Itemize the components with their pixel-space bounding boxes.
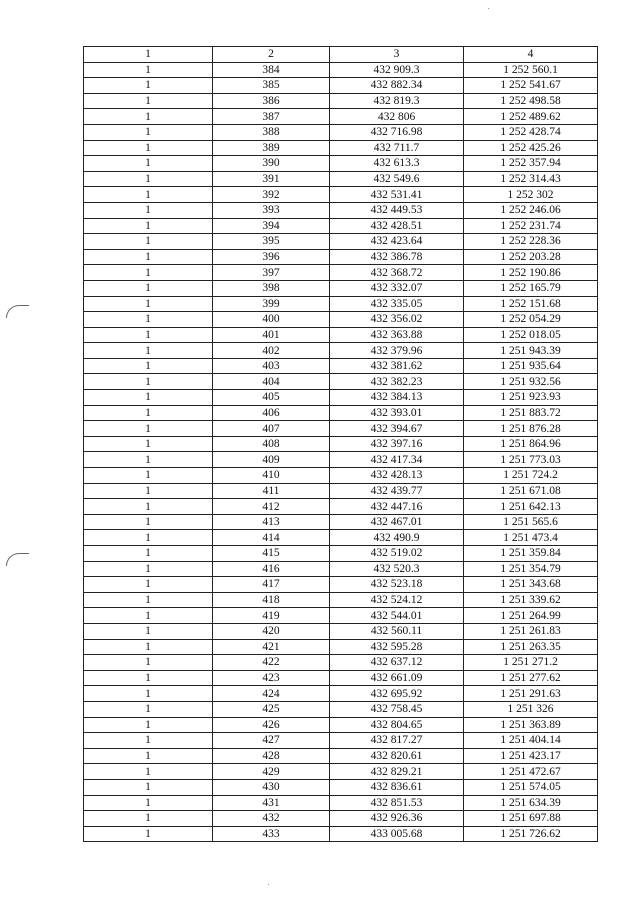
table-row <box>84 530 598 546</box>
margin-hole-mark <box>6 553 29 566</box>
table-cell: 432 836.61 <box>330 779 464 795</box>
table-cell: 432 820.61 <box>330 748 464 764</box>
table-cell: 432 819.3 <box>330 93 464 109</box>
table-cell: 432 332.07 <box>330 280 464 296</box>
table-cell: 1 <box>84 249 213 265</box>
table-cell: 432 531.41 <box>330 187 464 203</box>
table-cell: 1 251 339.62 <box>464 592 598 608</box>
table-cell: 432 806 <box>330 109 464 125</box>
table-cell: 395 <box>213 234 330 250</box>
table-cell: 1 251 642.13 <box>464 499 598 515</box>
table-cell: 1 <box>84 358 213 374</box>
table-cell: 1 <box>84 405 213 421</box>
scan-speck <box>268 884 269 885</box>
table-cell: 396 <box>213 249 330 265</box>
table-cell: 432 428.51 <box>330 218 464 234</box>
table-cell: 1 251 291.63 <box>464 686 598 702</box>
table-cell: 405 <box>213 390 330 406</box>
table-cell: 1 <box>84 124 213 140</box>
table-cell: 1 251 565.6 <box>464 514 598 530</box>
table-cell: 403 <box>213 358 330 374</box>
table-cell: 432 851.53 <box>330 795 464 811</box>
table-cell: 432 695.92 <box>330 686 464 702</box>
coordinates-table <box>83 46 598 842</box>
table-cell: 386 <box>213 93 330 109</box>
table-row <box>84 280 598 296</box>
table-row <box>84 546 598 562</box>
table-cell: 1 <box>84 779 213 795</box>
table-row <box>84 748 598 764</box>
table-cell: 419 <box>213 608 330 624</box>
table-cell: 1 <box>84 670 213 686</box>
table-cell: 432 439.77 <box>330 483 464 499</box>
table-cell: 432 909.3 <box>330 62 464 78</box>
table-cell: 432 394.67 <box>330 421 464 437</box>
table-cell: 430 <box>213 779 330 795</box>
table-cell: 432 381.62 <box>330 358 464 374</box>
table-cell: 1 252 425.26 <box>464 140 598 156</box>
table-cell: 432 368.72 <box>330 265 464 281</box>
table-cell: 432 467.01 <box>330 514 464 530</box>
header-cell: 4 <box>464 47 598 63</box>
table-cell: 1 <box>84 561 213 577</box>
table-cell: 1 <box>84 452 213 468</box>
table-cell: 407 <box>213 421 330 437</box>
table-cell: 1 251 864.96 <box>464 436 598 452</box>
table-cell: 1 <box>84 795 213 811</box>
table-row <box>84 779 598 795</box>
table-cell: 1 <box>84 748 213 764</box>
table-cell: 406 <box>213 405 330 421</box>
table-cell: 1 <box>84 686 213 702</box>
table-row <box>84 234 598 250</box>
table-row <box>84 483 598 499</box>
table-cell: 1 251 574.05 <box>464 779 598 795</box>
table-row <box>84 686 598 702</box>
table-cell: 1 251 359.84 <box>464 546 598 562</box>
table-cell: 1 251 354.79 <box>464 561 598 577</box>
table-cell: 1 <box>84 421 213 437</box>
table-cell: 384 <box>213 62 330 78</box>
table-cell: 1 <box>84 374 213 390</box>
table-cell: 1 252 428.74 <box>464 124 598 140</box>
table-cell: 1 251 363.89 <box>464 717 598 733</box>
table-row <box>84 670 598 686</box>
table-row <box>84 109 598 125</box>
table-cell: 420 <box>213 623 330 639</box>
table-cell: 432 523.18 <box>330 577 464 593</box>
table-cell: 1 251 263.35 <box>464 639 598 655</box>
table-cell: 1 <box>84 156 213 172</box>
table-cell: 1 <box>84 483 213 499</box>
table-cell: 1 252 498.58 <box>464 93 598 109</box>
table-cell: 1 252 560.1 <box>464 62 598 78</box>
table-row <box>84 218 598 234</box>
table-cell: 402 <box>213 343 330 359</box>
table-row <box>84 592 598 608</box>
table-cell: 1 252 228.36 <box>464 234 598 250</box>
table-cell: 1 251 404.14 <box>464 733 598 749</box>
table-cell: 1 <box>84 701 213 717</box>
table-cell: 1 <box>84 436 213 452</box>
table-cell: 432 711.7 <box>330 140 464 156</box>
table-cell: 1 <box>84 62 213 78</box>
table-cell: 412 <box>213 499 330 515</box>
table-cell: 424 <box>213 686 330 702</box>
table-cell: 413 <box>213 514 330 530</box>
table-row <box>84 296 598 312</box>
table-row <box>84 327 598 343</box>
table-cell: 385 <box>213 78 330 94</box>
table-cell: 1 <box>84 655 213 671</box>
table-cell: 423 <box>213 670 330 686</box>
header-cell: 2 <box>213 47 330 63</box>
table-row <box>84 140 598 156</box>
table-cell: 1 252 302 <box>464 187 598 203</box>
table-cell: 1 <box>84 811 213 827</box>
table-cell: 429 <box>213 764 330 780</box>
table-row <box>84 405 598 421</box>
table-cell: 415 <box>213 546 330 562</box>
table-row <box>84 717 598 733</box>
table-cell: 1 <box>84 608 213 624</box>
table-cell: 1 <box>84 140 213 156</box>
table-cell: 432 520.3 <box>330 561 464 577</box>
table-cell: 400 <box>213 312 330 328</box>
table-cell: 432 804.65 <box>330 717 464 733</box>
table-cell: 432 817.27 <box>330 733 464 749</box>
table-cell: 1 251 724.2 <box>464 468 598 484</box>
table-cell: 1 251 923.93 <box>464 390 598 406</box>
table-cell: 1 251 261.83 <box>464 623 598 639</box>
table-cell: 1 252 314.43 <box>464 171 598 187</box>
table-cell: 432 637.12 <box>330 655 464 671</box>
table-cell: 1 <box>84 234 213 250</box>
table-cell: 1 <box>84 312 213 328</box>
table-cell: 433 <box>213 826 330 842</box>
table-cell: 1 <box>84 623 213 639</box>
table-cell: 417 <box>213 577 330 593</box>
table-row <box>84 202 598 218</box>
table-row <box>84 124 598 140</box>
table-cell: 1 <box>84 343 213 359</box>
margin-hole-mark <box>6 305 29 318</box>
table-cell: 432 519.02 <box>330 546 464 562</box>
table-cell: 1 252 190.86 <box>464 265 598 281</box>
table-cell: 1 <box>84 577 213 593</box>
table-cell: 1 <box>84 717 213 733</box>
table-cell: 432 447.16 <box>330 499 464 515</box>
table-cell: 432 428.13 <box>330 468 464 484</box>
table-row <box>84 623 598 639</box>
table-row <box>84 187 598 203</box>
header-cell: 1 <box>84 47 213 63</box>
table-cell: 408 <box>213 436 330 452</box>
table-row <box>84 421 598 437</box>
table-cell: 1 <box>84 546 213 562</box>
table-cell: 388 <box>213 124 330 140</box>
table-row <box>84 156 598 172</box>
table-header-row <box>84 47 598 63</box>
table-cell: 1 251 726.62 <box>464 826 598 842</box>
table-cell: 1 <box>84 109 213 125</box>
table-cell: 1 <box>84 639 213 655</box>
table-cell: 432 549.6 <box>330 171 464 187</box>
table-cell: 433 005.68 <box>330 826 464 842</box>
table-cell: 1 251 697.88 <box>464 811 598 827</box>
table-cell: 432 758.45 <box>330 701 464 717</box>
table-cell: 1 <box>84 390 213 406</box>
table-cell: 432 379.96 <box>330 343 464 359</box>
table-cell: 432 490.9 <box>330 530 464 546</box>
table-row <box>84 265 598 281</box>
table-cell: 432 524.12 <box>330 592 464 608</box>
table-cell: 432 544.01 <box>330 608 464 624</box>
table-cell: 432 356.02 <box>330 312 464 328</box>
table-cell: 1 251 634.39 <box>464 795 598 811</box>
table-cell: 393 <box>213 202 330 218</box>
table-row <box>84 452 598 468</box>
table-cell: 426 <box>213 717 330 733</box>
table-cell: 432 382.23 <box>330 374 464 390</box>
table-cell: 1 251 423.17 <box>464 748 598 764</box>
table-cell: 1 251 671.08 <box>464 483 598 499</box>
table-cell: 1 <box>84 327 213 343</box>
table-row <box>84 249 598 265</box>
table-cell: 1 252 018.05 <box>464 327 598 343</box>
table-cell: 394 <box>213 218 330 234</box>
table-cell: 1 252 489.62 <box>464 109 598 125</box>
table-cell: 432 716.98 <box>330 124 464 140</box>
table-cell: 410 <box>213 468 330 484</box>
table-cell: 1 251 264.99 <box>464 608 598 624</box>
table-cell: 432 386.78 <box>330 249 464 265</box>
table-cell: 1 252 151.68 <box>464 296 598 312</box>
table-cell: 391 <box>213 171 330 187</box>
table-cell: 1 <box>84 218 213 234</box>
table-row <box>84 436 598 452</box>
table-row <box>84 826 598 842</box>
table-cell: 1 251 932.56 <box>464 374 598 390</box>
table-cell: 427 <box>213 733 330 749</box>
table-cell: 390 <box>213 156 330 172</box>
table-cell: 1 <box>84 202 213 218</box>
table-row <box>84 343 598 359</box>
table-row <box>84 358 598 374</box>
table-cell: 1 252 203.28 <box>464 249 598 265</box>
table-cell: 1 252 231.74 <box>464 218 598 234</box>
table-row <box>84 374 598 390</box>
table-cell: 1 251 343.68 <box>464 577 598 593</box>
table-cell: 432 397.16 <box>330 436 464 452</box>
table-row <box>84 514 598 530</box>
table-row <box>84 608 598 624</box>
table-cell: 1 251 935.64 <box>464 358 598 374</box>
table-row <box>84 795 598 811</box>
table-cell: 432 417.34 <box>330 452 464 468</box>
table-cell: 1 <box>84 296 213 312</box>
table-cell: 432 335.05 <box>330 296 464 312</box>
table-row <box>84 639 598 655</box>
table-cell: 1 <box>84 499 213 515</box>
table-cell: 432 384.13 <box>330 390 464 406</box>
table-cell: 432 449.53 <box>330 202 464 218</box>
table-cell: 431 <box>213 795 330 811</box>
table-row <box>84 561 598 577</box>
table-row <box>84 764 598 780</box>
table-cell: 1 252 357.94 <box>464 156 598 172</box>
table-cell: 432 <box>213 811 330 827</box>
table-cell: 389 <box>213 140 330 156</box>
table-cell: 1 251 773.03 <box>464 452 598 468</box>
table-cell: 418 <box>213 592 330 608</box>
table-row <box>84 390 598 406</box>
table-cell: 422 <box>213 655 330 671</box>
table-cell: 1 <box>84 530 213 546</box>
table-cell: 401 <box>213 327 330 343</box>
table-row <box>84 499 598 515</box>
table-cell: 1 <box>84 514 213 530</box>
table-cell: 414 <box>213 530 330 546</box>
table-cell: 1 251 473.4 <box>464 530 598 546</box>
table-cell: 432 560.11 <box>330 623 464 639</box>
table-row <box>84 312 598 328</box>
table-cell: 1 251 472.67 <box>464 764 598 780</box>
header-cell: 3 <box>330 47 464 63</box>
table-cell: 1 251 326 <box>464 701 598 717</box>
table-cell: 432 595.28 <box>330 639 464 655</box>
table-cell: 421 <box>213 639 330 655</box>
table-cell: 1 252 246.06 <box>464 202 598 218</box>
table-row <box>84 93 598 109</box>
table-cell: 432 882.34 <box>330 78 464 94</box>
table-cell: 1 <box>84 78 213 94</box>
table-row <box>84 468 598 484</box>
table-cell: 1 <box>84 592 213 608</box>
table-cell: 416 <box>213 561 330 577</box>
table-cell: 392 <box>213 187 330 203</box>
table-cell: 397 <box>213 265 330 281</box>
table-row <box>84 171 598 187</box>
table-cell: 1 <box>84 265 213 281</box>
table-row <box>84 655 598 671</box>
table-cell: 432 423.64 <box>330 234 464 250</box>
table-row <box>84 62 598 78</box>
table-cell: 1 <box>84 764 213 780</box>
table-cell: 387 <box>213 109 330 125</box>
table-cell: 1 251 876.28 <box>464 421 598 437</box>
table-cell: 432 393.01 <box>330 405 464 421</box>
table-row <box>84 577 598 593</box>
table-cell: 399 <box>213 296 330 312</box>
table-cell: 1 <box>84 826 213 842</box>
table-cell: 425 <box>213 701 330 717</box>
table-cell: 1 252 054.29 <box>464 312 598 328</box>
table-body <box>84 62 598 842</box>
table-row <box>84 78 598 94</box>
table-cell: 398 <box>213 280 330 296</box>
table-cell: 1 <box>84 93 213 109</box>
table-cell: 1 <box>84 280 213 296</box>
table-cell: 1 251 883.72 <box>464 405 598 421</box>
table-cell: 428 <box>213 748 330 764</box>
table-cell: 1 <box>84 171 213 187</box>
table-cell: 432 363.88 <box>330 327 464 343</box>
table-cell: 432 613.3 <box>330 156 464 172</box>
table-row <box>84 733 598 749</box>
scan-speck <box>488 8 489 9</box>
table-cell: 1 <box>84 187 213 203</box>
table-cell: 1 <box>84 468 213 484</box>
table-cell: 409 <box>213 452 330 468</box>
table-cell: 432 661.09 <box>330 670 464 686</box>
table-cell: 432 829.21 <box>330 764 464 780</box>
table-cell: 1 252 541.67 <box>464 78 598 94</box>
table-cell: 1 251 277.62 <box>464 670 598 686</box>
table-cell: 411 <box>213 483 330 499</box>
table-cell: 1 251 943.39 <box>464 343 598 359</box>
table-row <box>84 811 598 827</box>
table-cell: 1 252 165.79 <box>464 280 598 296</box>
table-row <box>84 701 598 717</box>
table-cell: 404 <box>213 374 330 390</box>
table-cell: 1 <box>84 733 213 749</box>
table-cell: 1 251 271.2 <box>464 655 598 671</box>
table-cell: 432 926.36 <box>330 811 464 827</box>
